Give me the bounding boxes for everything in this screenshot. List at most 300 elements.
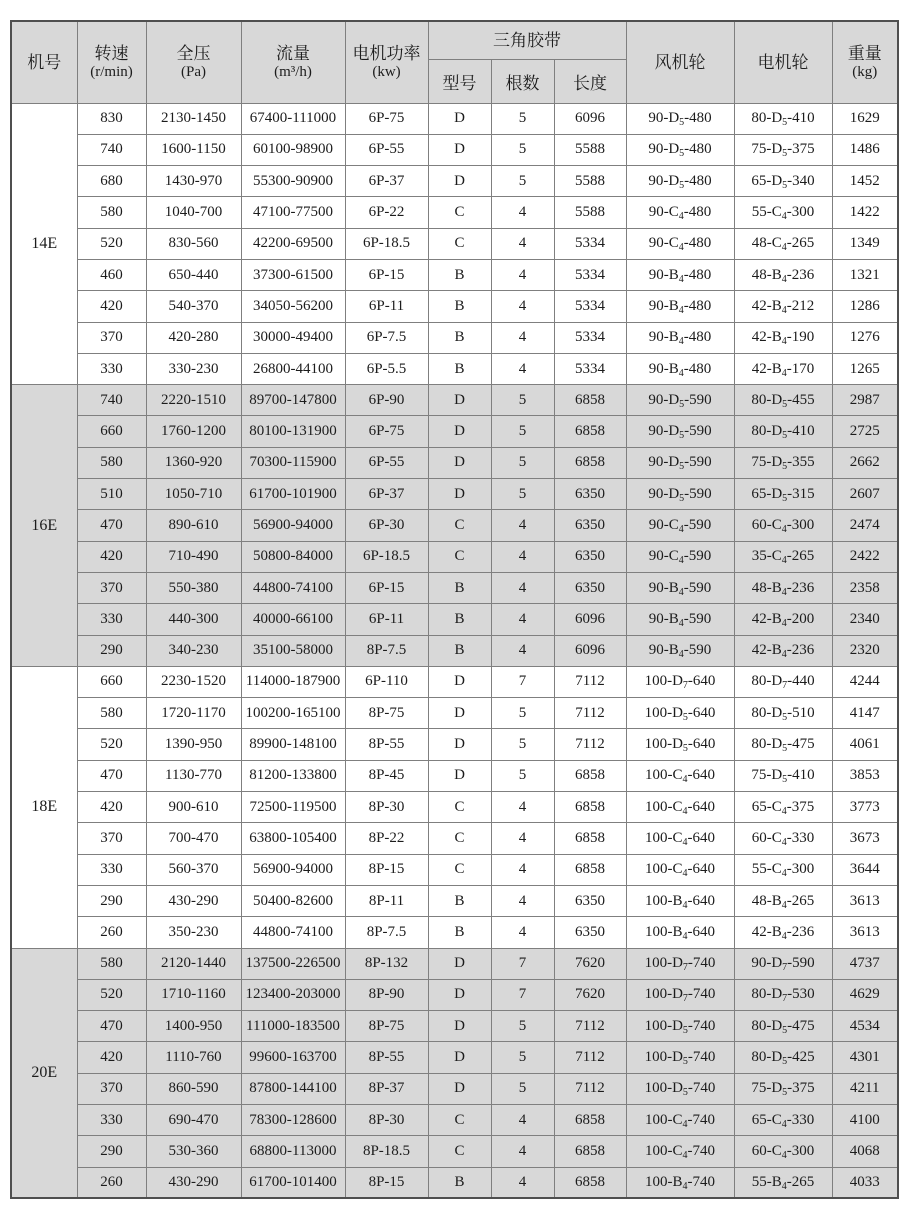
cell-motor-wheel: $90-D_7-590$	[734, 948, 832, 979]
cell-pressure: 710-490	[146, 541, 241, 572]
cell-speed: 520	[77, 729, 146, 760]
cell-weight: 4061	[832, 729, 898, 760]
cell-pressure: 560-370	[146, 854, 241, 885]
cell-fan-wheel: $100-D_5-640$	[626, 698, 734, 729]
cell-pressure: 1600-1150	[146, 134, 241, 165]
cell-power: 8P-90	[345, 979, 428, 1010]
cell-pressure: 900-610	[146, 792, 241, 823]
group-label: 20E	[11, 948, 77, 1198]
cell-speed: 330	[77, 353, 146, 384]
cell-flow: 56900-94000	[241, 510, 345, 541]
table-row	[11, 228, 898, 259]
table-row	[11, 1011, 898, 1042]
cell-speed: 330	[77, 604, 146, 635]
cell-belt-length: 6350	[554, 479, 626, 510]
cell-weight: 2320	[832, 635, 898, 666]
cell-pressure: 1130-770	[146, 760, 241, 791]
cell-power: 6P-90	[345, 385, 428, 416]
cell-fan-wheel: $100-D_5-640$	[626, 729, 734, 760]
cell-belt-model: C	[428, 228, 491, 259]
cell-speed: 470	[77, 510, 146, 541]
cell-speed: 420	[77, 291, 146, 322]
cell-belt-count: 5	[491, 103, 554, 134]
cell-pressure: 1110-760	[146, 1042, 241, 1073]
cell-flow: 68800-113000	[241, 1136, 345, 1167]
cell-power: 8P-7.5	[345, 917, 428, 948]
table-row	[11, 166, 898, 197]
cell-fan-wheel: $100-C_4-640$	[626, 792, 734, 823]
cell-belt-length: 5334	[554, 322, 626, 353]
cell-motor-wheel: $48-B_4-265$	[734, 885, 832, 916]
cell-flow: 50400-82600	[241, 885, 345, 916]
cell-motor-wheel: $48-B_4-236$	[734, 259, 832, 290]
col-header-vbelt	[428, 21, 626, 59]
cell-belt-length: 7620	[554, 948, 626, 979]
cell-belt-length: 6858	[554, 1136, 626, 1167]
cell-belt-model: C	[428, 792, 491, 823]
cell-speed: 740	[77, 134, 146, 165]
cell-fan-wheel: $90-D_5-480$	[626, 166, 734, 197]
cell-belt-length: 5588	[554, 166, 626, 197]
col-header-weight-unit: (kg)	[852, 64, 878, 81]
cell-belt-model: D	[428, 1073, 491, 1104]
col-header-flow-label: 流量	[276, 44, 310, 63]
table-row	[11, 666, 898, 697]
cell-speed: 290	[77, 885, 146, 916]
cell-fan-wheel: $90-B_4-480$	[626, 353, 734, 384]
cell-weight: 1286	[832, 291, 898, 322]
cell-motor-wheel: $48-B_4-236$	[734, 572, 832, 603]
cell-weight: 3773	[832, 792, 898, 823]
cell-motor-wheel: $80-D_5-475$	[734, 1011, 832, 1042]
col-header-motor-wheel	[734, 21, 832, 103]
cell-power: 6P-18.5	[345, 228, 428, 259]
cell-belt-model: B	[428, 572, 491, 603]
cell-speed: 290	[77, 635, 146, 666]
table-row	[11, 1105, 898, 1136]
cell-motor-wheel: $55-B_4-265$	[734, 1167, 832, 1198]
cell-flow: 70300-115900	[241, 447, 345, 478]
cell-weight: 4737	[832, 948, 898, 979]
cell-speed: 830	[77, 103, 146, 134]
cell-weight: 2725	[832, 416, 898, 447]
table-row	[11, 291, 898, 322]
cell-belt-model: B	[428, 604, 491, 635]
cell-belt-model: B	[428, 635, 491, 666]
cell-belt-length: 6858	[554, 760, 626, 791]
cell-motor-wheel: $60-C_4-330$	[734, 823, 832, 854]
cell-power: 6P-55	[345, 447, 428, 478]
cell-speed: 260	[77, 917, 146, 948]
cell-belt-model: D	[428, 760, 491, 791]
cell-flow: 137500-226500	[241, 948, 345, 979]
cell-power: 6P-30	[345, 510, 428, 541]
cell-belt-length: 7112	[554, 1042, 626, 1073]
cell-belt-model: C	[428, 197, 491, 228]
cell-fan-wheel: $100-D_5-740$	[626, 1011, 734, 1042]
cell-belt-model: D	[428, 103, 491, 134]
cell-fan-wheel: $90-C_4-590$	[626, 510, 734, 541]
cell-belt-count: 5	[491, 760, 554, 791]
cell-weight: 1486	[832, 134, 898, 165]
cell-speed: 580	[77, 197, 146, 228]
cell-power: 8P-45	[345, 760, 428, 791]
cell-pressure: 650-440	[146, 259, 241, 290]
cell-fan-wheel: $90-D_5-590$	[626, 416, 734, 447]
cell-fan-wheel: $90-C_4-480$	[626, 228, 734, 259]
cell-belt-model: B	[428, 353, 491, 384]
cell-weight: 1422	[832, 197, 898, 228]
cell-power: 8P-22	[345, 823, 428, 854]
cell-belt-length: 5334	[554, 353, 626, 384]
cell-speed: 370	[77, 322, 146, 353]
col-header-speed-label: 转速	[94, 44, 129, 63]
cell-fan-wheel: $100-C_4-640$	[626, 760, 734, 791]
cell-belt-count: 4	[491, 197, 554, 228]
cell-pressure: 860-590	[146, 1073, 241, 1104]
cell-weight: 1276	[832, 322, 898, 353]
cell-power: 8P-7.5	[345, 635, 428, 666]
cell-speed: 420	[77, 1042, 146, 1073]
cell-pressure: 690-470	[146, 1105, 241, 1136]
table-row	[11, 1167, 898, 1198]
cell-flow: 89700-147800	[241, 385, 345, 416]
cell-belt-length: 6096	[554, 103, 626, 134]
col-header-flow	[241, 21, 345, 103]
cell-pressure: 2230-1520	[146, 666, 241, 697]
col-header-motor-power	[345, 21, 428, 103]
cell-belt-model: B	[428, 291, 491, 322]
cell-fan-wheel: $100-C_4-740$	[626, 1136, 734, 1167]
cell-motor-wheel: $35-C_4-265$	[734, 541, 832, 572]
cell-belt-length: 6350	[554, 917, 626, 948]
cell-belt-length: 6858	[554, 447, 626, 478]
cell-fan-wheel: $100-B_4-640$	[626, 917, 734, 948]
col-header-speed-unit: (r/min)	[90, 64, 133, 81]
table-row	[11, 447, 898, 478]
col-header-weight	[832, 21, 898, 103]
cell-belt-length: 6858	[554, 823, 626, 854]
cell-belt-model: B	[428, 917, 491, 948]
col-header-motor-wheel-label: 电机轮	[757, 52, 809, 72]
cell-belt-length: 6858	[554, 1167, 626, 1198]
cell-flow: 72500-119500	[241, 792, 345, 823]
table-row	[11, 823, 898, 854]
cell-fan-wheel: $90-D_5-590$	[626, 447, 734, 478]
table-row	[11, 698, 898, 729]
cell-pressure: 350-230	[146, 917, 241, 948]
cell-flow: 81200-133800	[241, 760, 345, 791]
cell-weight: 3644	[832, 854, 898, 885]
cell-belt-count: 5	[491, 479, 554, 510]
cell-fan-wheel: $100-D_5-740$	[626, 1042, 734, 1073]
cell-flow: 40000-66100	[241, 604, 345, 635]
header-row-1	[11, 21, 898, 59]
col-header-pressure	[146, 21, 241, 103]
cell-motor-wheel: $65-D_5-340$	[734, 166, 832, 197]
col-header-vbelt-count: 根数	[491, 59, 554, 103]
cell-weight: 2987	[832, 385, 898, 416]
cell-weight: 2474	[832, 510, 898, 541]
cell-belt-model: B	[428, 259, 491, 290]
table-row	[11, 1073, 898, 1104]
cell-belt-length: 5334	[554, 228, 626, 259]
cell-belt-count: 4	[491, 917, 554, 948]
cell-weight: 1452	[832, 166, 898, 197]
cell-motor-wheel: $65-C_4-330$	[734, 1105, 832, 1136]
cell-flow: 111000-183500	[241, 1011, 345, 1042]
cell-motor-wheel: $65-D_5-315$	[734, 479, 832, 510]
cell-weight: 4629	[832, 979, 898, 1010]
cell-fan-wheel: $90-B_4-480$	[626, 322, 734, 353]
cell-belt-length: 6350	[554, 541, 626, 572]
cell-belt-length: 7112	[554, 729, 626, 760]
cell-belt-length: 6858	[554, 854, 626, 885]
cell-power: 6P-110	[345, 666, 428, 697]
cell-belt-count: 5	[491, 447, 554, 478]
table-row	[11, 979, 898, 1010]
cell-belt-count: 4	[491, 353, 554, 384]
cell-belt-model: D	[428, 479, 491, 510]
cell-flow: 61700-101400	[241, 1167, 345, 1198]
cell-motor-wheel: $55-C_4-300$	[734, 854, 832, 885]
cell-flow: 89900-148100	[241, 729, 345, 760]
cell-speed: 370	[77, 572, 146, 603]
cell-power: 6P-37	[345, 166, 428, 197]
cell-speed: 680	[77, 166, 146, 197]
cell-belt-model: B	[428, 1167, 491, 1198]
cell-weight: 1321	[832, 259, 898, 290]
cell-flow: 114000-187900	[241, 666, 345, 697]
cell-power: 6P-5.5	[345, 353, 428, 384]
cell-belt-length: 7112	[554, 666, 626, 697]
fan-spec-table	[10, 20, 899, 1199]
cell-power: 6P-7.5	[345, 322, 428, 353]
cell-weight: 2607	[832, 479, 898, 510]
cell-belt-count: 4	[491, 604, 554, 635]
cell-pressure: 1400-950	[146, 1011, 241, 1042]
table-row	[11, 760, 898, 791]
table-row	[11, 541, 898, 572]
cell-power: 6P-11	[345, 291, 428, 322]
cell-belt-count: 5	[491, 166, 554, 197]
cell-motor-wheel: $42-B_4-236$	[734, 635, 832, 666]
table-row	[11, 635, 898, 666]
cell-speed: 260	[77, 1167, 146, 1198]
cell-belt-model: C	[428, 541, 491, 572]
table-header	[11, 21, 898, 103]
group-label: 14E	[11, 103, 77, 385]
cell-belt-length: 7620	[554, 979, 626, 1010]
cell-pressure: 1050-710	[146, 479, 241, 510]
table-row	[11, 854, 898, 885]
cell-flow: 123400-203000	[241, 979, 345, 1010]
cell-flow: 80100-131900	[241, 416, 345, 447]
cell-power: 8P-75	[345, 698, 428, 729]
table-row	[11, 948, 898, 979]
table-row	[11, 885, 898, 916]
cell-speed: 290	[77, 1136, 146, 1167]
cell-motor-wheel: $42-B_4-200$	[734, 604, 832, 635]
table-row	[11, 479, 898, 510]
cell-power: 8P-15	[345, 1167, 428, 1198]
cell-flow: 35100-58000	[241, 635, 345, 666]
cell-weight: 4244	[832, 666, 898, 697]
cell-power: 8P-37	[345, 1073, 428, 1104]
cell-motor-wheel: $60-C_4-300$	[734, 510, 832, 541]
cell-speed: 470	[77, 760, 146, 791]
cell-motor-wheel: $42-B_4-236$	[734, 917, 832, 948]
cell-belt-model: D	[428, 134, 491, 165]
cell-speed: 520	[77, 979, 146, 1010]
cell-motor-wheel: $42-B_4-190$	[734, 322, 832, 353]
cell-fan-wheel: $100-D_7-740$	[626, 979, 734, 1010]
cell-fan-wheel: $100-D_5-740$	[626, 1073, 734, 1104]
cell-power: 8P-11	[345, 885, 428, 916]
col-header-vbelt-length: 长度	[554, 59, 626, 103]
cell-weight: 3853	[832, 760, 898, 791]
cell-flow: 30000-49400	[241, 322, 345, 353]
cell-belt-count: 4	[491, 228, 554, 259]
cell-speed: 660	[77, 416, 146, 447]
table-row	[11, 259, 898, 290]
col-header-fan-wheel	[626, 21, 734, 103]
cell-belt-count: 4	[491, 1167, 554, 1198]
cell-pressure: 1760-1200	[146, 416, 241, 447]
cell-belt-model: D	[428, 385, 491, 416]
cell-motor-wheel: $80-D_5-410$	[734, 416, 832, 447]
cell-belt-length: 6096	[554, 604, 626, 635]
table-row	[11, 385, 898, 416]
cell-weight: 4068	[832, 1136, 898, 1167]
cell-speed: 330	[77, 854, 146, 885]
cell-fan-wheel: $100-C_4-640$	[626, 854, 734, 885]
cell-motor-wheel: $75-D_5-410$	[734, 760, 832, 791]
cell-flow: 100200-165100	[241, 698, 345, 729]
cell-weight: 4211	[832, 1073, 898, 1104]
cell-belt-count: 4	[491, 1105, 554, 1136]
cell-belt-model: D	[428, 698, 491, 729]
cell-power: 8P-55	[345, 729, 428, 760]
group-label: 18E	[11, 666, 77, 948]
cell-belt-length: 6096	[554, 635, 626, 666]
cell-belt-count: 4	[491, 635, 554, 666]
cell-weight: 1349	[832, 228, 898, 259]
cell-weight: 2340	[832, 604, 898, 635]
cell-power: 8P-132	[345, 948, 428, 979]
cell-motor-wheel: $48-C_4-265$	[734, 228, 832, 259]
cell-weight: 1265	[832, 353, 898, 384]
cell-power: 8P-30	[345, 1105, 428, 1136]
table-body	[11, 103, 898, 1198]
cell-pressure: 430-290	[146, 1167, 241, 1198]
cell-pressure: 440-300	[146, 604, 241, 635]
col-header-motor-power-label: 电机功率	[352, 44, 421, 63]
cell-flow: 99600-163700	[241, 1042, 345, 1073]
cell-belt-model: D	[428, 166, 491, 197]
cell-flow: 67400-111000	[241, 103, 345, 134]
cell-speed: 420	[77, 541, 146, 572]
cell-pressure: 700-470	[146, 823, 241, 854]
cell-belt-count: 7	[491, 948, 554, 979]
cell-belt-count: 5	[491, 416, 554, 447]
cell-flow: 34050-56200	[241, 291, 345, 322]
cell-belt-count: 5	[491, 1042, 554, 1073]
cell-speed: 470	[77, 1011, 146, 1042]
cell-belt-model: D	[428, 1011, 491, 1042]
cell-weight: 4033	[832, 1167, 898, 1198]
col-header-speed	[77, 21, 146, 103]
cell-belt-count: 5	[491, 698, 554, 729]
table-row	[11, 134, 898, 165]
cell-flow: 37300-61500	[241, 259, 345, 290]
cell-speed: 740	[77, 385, 146, 416]
cell-belt-count: 4	[491, 259, 554, 290]
cell-belt-model: C	[428, 823, 491, 854]
cell-fan-wheel: $100-B_4-640$	[626, 885, 734, 916]
cell-belt-length: 6858	[554, 1105, 626, 1136]
cell-belt-length: 6350	[554, 572, 626, 603]
cell-flow: 42200-69500	[241, 228, 345, 259]
table-row	[11, 917, 898, 948]
cell-belt-count: 7	[491, 666, 554, 697]
table-row	[11, 353, 898, 384]
cell-weight: 1629	[832, 103, 898, 134]
cell-flow: 44800-74100	[241, 917, 345, 948]
cell-belt-length: 5334	[554, 291, 626, 322]
cell-motor-wheel: $65-C_4-375$	[734, 792, 832, 823]
cell-pressure: 550-380	[146, 572, 241, 603]
cell-motor-wheel: $60-C_4-300$	[734, 1136, 832, 1167]
cell-motor-wheel: $80-D_7-440$	[734, 666, 832, 697]
col-header-machine-no	[11, 21, 77, 103]
cell-power: 8P-15	[345, 854, 428, 885]
cell-belt-count: 5	[491, 134, 554, 165]
cell-belt-count: 7	[491, 979, 554, 1010]
table-row	[11, 1136, 898, 1167]
cell-pressure: 1710-1160	[146, 979, 241, 1010]
cell-flow: 26800-44100	[241, 353, 345, 384]
cell-weight: 3613	[832, 917, 898, 948]
cell-fan-wheel: $90-C_4-590$	[626, 541, 734, 572]
cell-motor-wheel: $80-D_5-425$	[734, 1042, 832, 1073]
cell-pressure: 330-230	[146, 353, 241, 384]
cell-power: 6P-75	[345, 103, 428, 134]
cell-belt-length: 5334	[554, 259, 626, 290]
table-row	[11, 729, 898, 760]
cell-speed: 330	[77, 1105, 146, 1136]
cell-speed: 370	[77, 823, 146, 854]
table-row	[11, 604, 898, 635]
table-row	[11, 322, 898, 353]
col-header-flow-unit: (m³/h)	[274, 64, 312, 81]
cell-power: 6P-75	[345, 416, 428, 447]
cell-weight: 2662	[832, 447, 898, 478]
cell-power: 8P-30	[345, 792, 428, 823]
cell-fan-wheel: $90-B_4-590$	[626, 604, 734, 635]
cell-fan-wheel: $100-D_7-640$	[626, 666, 734, 697]
cell-belt-length: 6350	[554, 510, 626, 541]
cell-motor-wheel: $75-D_5-355$	[734, 447, 832, 478]
cell-belt-length: 7112	[554, 1073, 626, 1104]
cell-flow: 87800-144100	[241, 1073, 345, 1104]
cell-belt-count: 5	[491, 385, 554, 416]
cell-belt-count: 4	[491, 541, 554, 572]
cell-belt-model: D	[428, 729, 491, 760]
cell-power: 6P-15	[345, 259, 428, 290]
cell-speed: 510	[77, 479, 146, 510]
cell-power: 6P-55	[345, 134, 428, 165]
